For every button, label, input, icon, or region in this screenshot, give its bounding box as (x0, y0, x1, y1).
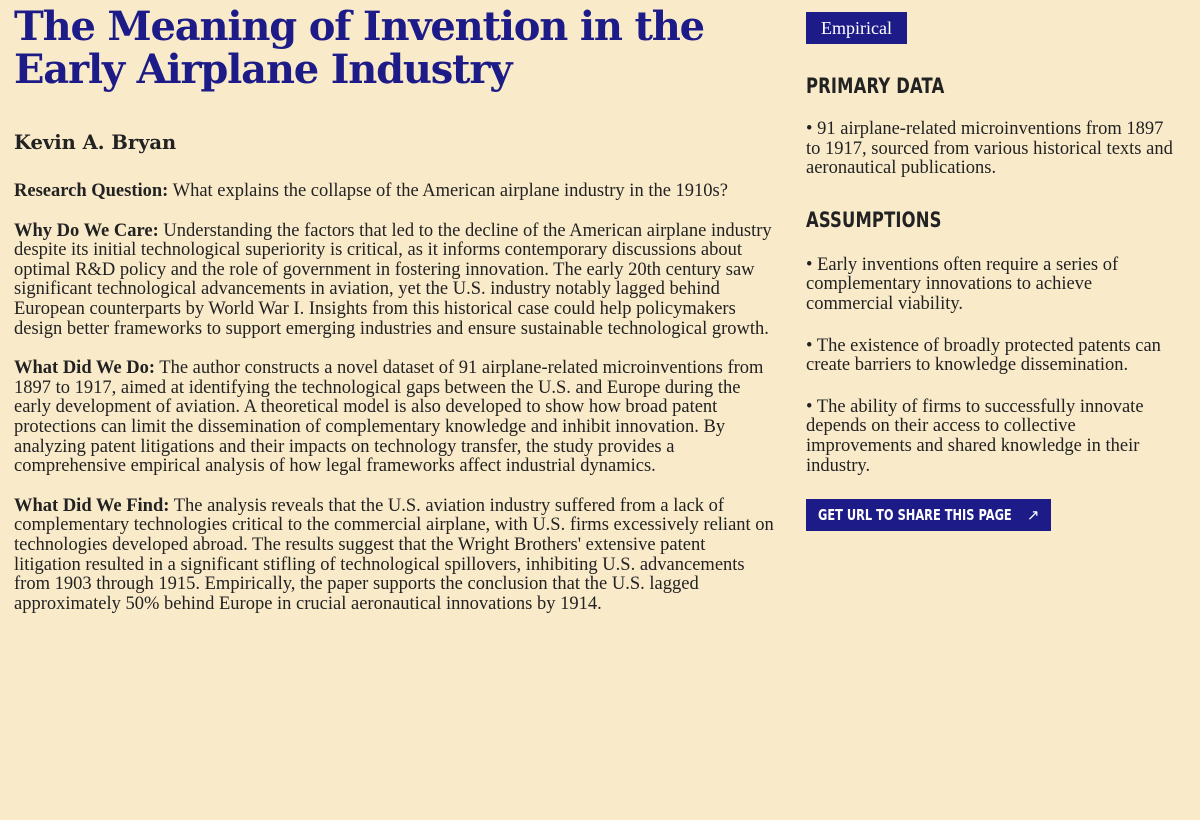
section-label: What Did We Find: (14, 495, 170, 516)
section-text: The author constructs a novel dataset of 91 airplane-related microinventions from 1897 to 1917, aimed at identifying the technological gaps between the U.S. and Europe during the early development of aviation. A theoretical model is also developed to show how broad patent protections can limit the dissemination of complementary knowledge and inhibit innovation. By analyzing patent litigations and their impacts on technology transfer, the study provides a comprehensive empirical analysis of how legal frameworks affect industrial dynamics. (14, 358, 764, 477)
category-tag[interactable]: Empirical (806, 12, 907, 44)
section-label: What Did We Do: (14, 358, 155, 379)
list-item: • Early inventions often require a series of complementary innovations to achieve commercial viability. (806, 254, 1119, 314)
section-text: The analysis reveals that the U.S. aviation industry suffered from a lack of complementary technologies critical to the commercial airplane, with U.S. firms excessively reliant on technologies developed abroad. The results suggest that the Wright Brothers' extensive patent litigation resulted in a significant stifling of technological spillovers, inhibiting U.S. advancements from 1903 through 1915. Empirically, the paper supports the conclusion that the U.S. lagged approximately 50% behind Europe in crucial aeronautical innovations by 1914. (14, 495, 774, 614)
list-item: • 91 airplane-related microinventions from 1897 to 1917, sourced from various historical texts and aeronautical publications. (806, 119, 1173, 179)
primary-data-heading: PRIMARY DATA (806, 74, 945, 98)
assumptions-list (806, 256, 1176, 476)
author-name: Kevin A. Bryan (14, 131, 177, 154)
section-label: Why Do We Care: (14, 220, 159, 241)
share-url-button[interactable] (806, 499, 1051, 531)
section-text: What explains the collapse of the American airplane industry in the 1910s? (168, 181, 728, 201)
article (14, 0, 774, 614)
primary-data-list (806, 120, 1176, 179)
assumptions-heading: ASSUMPTIONS (806, 207, 942, 232)
section-what-did-we-find (14, 497, 774, 615)
list-item: • The existence of broadly protected patents can create barriers to knowledge dissemination. (806, 335, 1161, 376)
share-button-label: GET URL TO SHARE THIS PAGE (818, 506, 1012, 525)
list-item: • The ability of firms to successfully innovate depends on their access to collective improvements and shared knowledge in their industry. (806, 396, 1144, 476)
sidebar (806, 0, 1176, 535)
section-what-did-we-do (14, 359, 774, 477)
external-arrow-icon: ↗ (1026, 506, 1040, 525)
page-title: The Meaning of Invention in the Early Airplane Industry (14, 3, 704, 93)
section-text: Understanding the factors that led to the decline of the American airplane industry despite its initial technological superiority is critical, as it informs contemporary discussions about optimal R&D policy and the role of government in fostering innovation. The early 20th century saw significant technological advancements in aviation, yet the U.S. industry notably lagged behind European counterparts by World War I. Insights from this historical case could help policymakers design better frameworks to support emerging industries and ensure sustainable technological growth. (14, 220, 772, 339)
section-why-do-we-care (14, 222, 774, 340)
section-research-question (14, 182, 774, 202)
section-label: Research Question: (14, 181, 169, 201)
